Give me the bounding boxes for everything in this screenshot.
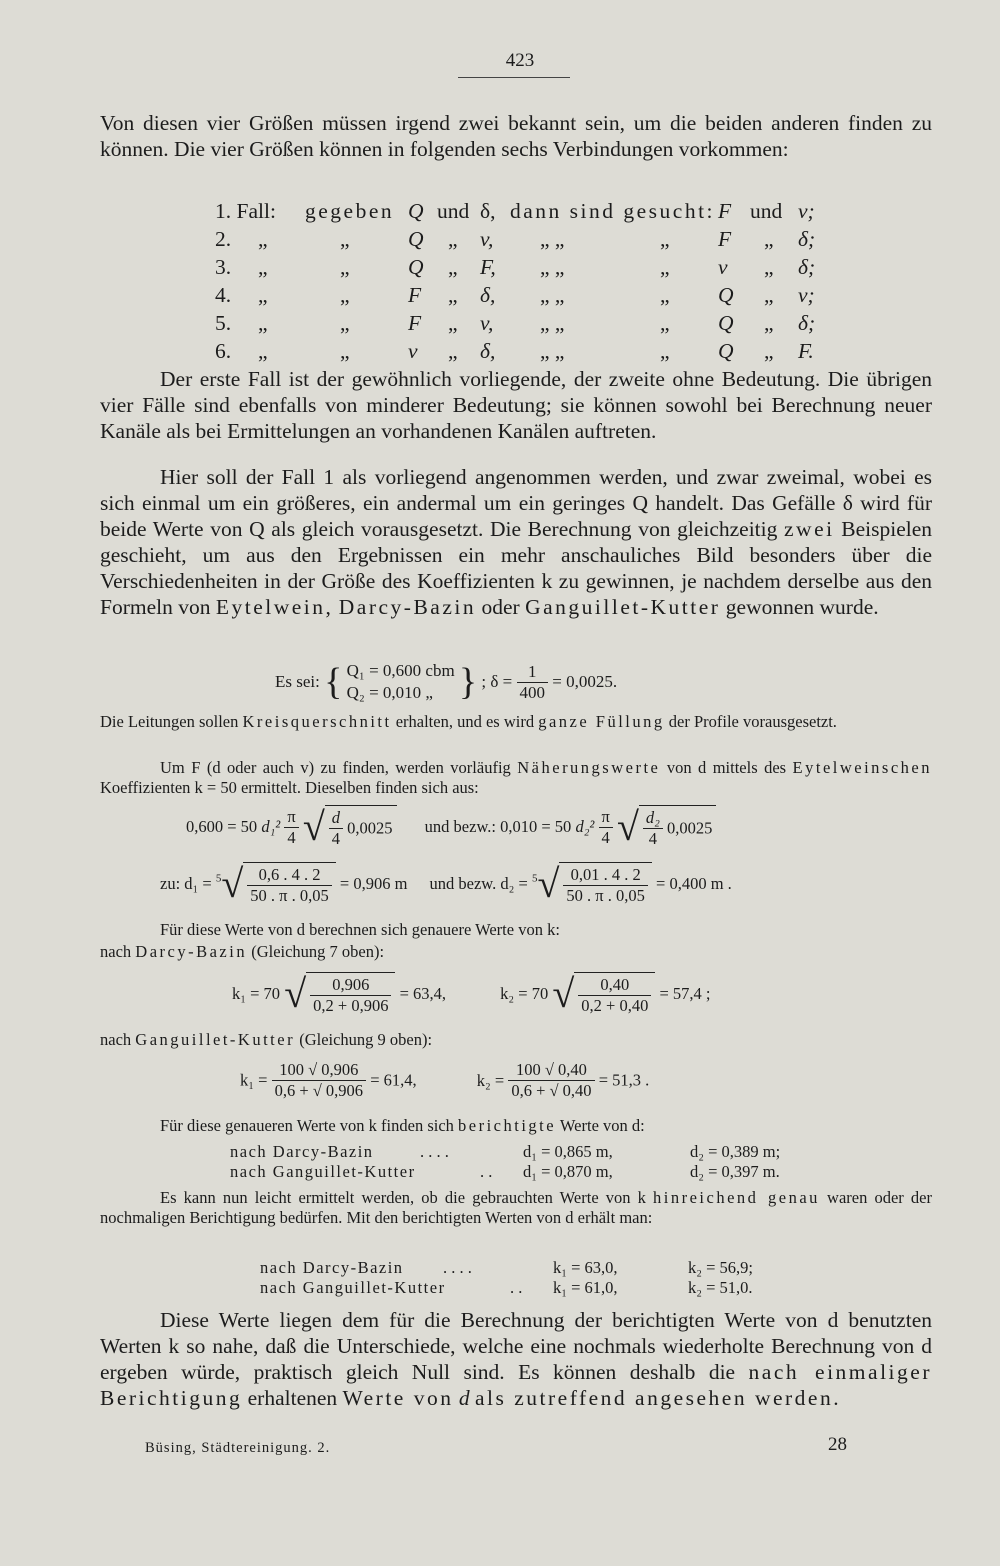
small-paragraph-7: Es kann nun leicht ermittelt werden, ob die gebrauchten Werte von k hinreichend genau waren oder der nochmaligen Berichtigung bedürfen. Mit den berichtigten Werten von d erhält man:	[100, 1188, 932, 1227]
small-paragraph-4: nach Darcy-Bazin (Gleichung 7 oben):	[100, 942, 385, 961]
signature-number: 28	[828, 1434, 847, 1455]
document-page: 423 Von diesen vier Größen müssen irgend zwei bekannt sein, um die beiden anderen finden zu können. Die vier Größen können in folgenden sechs Verbindungen vorkommen: 1. Fall: gegeben Q und δ, dann sind gesucht: F und v; 2. „ „ Q „ v, „ „ „ F „ δ; 3. „ „ Q „ F, „ „ „ v „ δ; 4. „ „ F „ δ, „ „ „ Q „ v; 5. „ „ F „ v, „ „ „ Q „ δ; 6. „ „ v „ δ, „ „ „ Q „ F. Der erste Fall ist der gewöhnlich vorliegende, der zweite ohne Bedeutung. Die übrigen vier Fälle sind ebenfalls von minderer Bedeutung; sie können sowohl bei Berechnung neuer Kanäle als bei Ermittelungen an vorhandenen Kanälen auftreten. Hier soll der Fall 1 als vorliegend angenommen werden, und zwar zweimal, wobei es sich einmal um ein größeres, ein andermal um ein geringes Q handelt. Das Gefälle δ wird für beide Werte von Q als gleich vorausgesetzt. Die Berechnung von gleichzeitig zwei Beispielen geschieht, um aus den Ergebnissen ein mehr anschauliches Bild besonders über die Verschiedenheiten in der Größe des Koeffizienten k zu gewinnen, je nachdem derselbe aus den Formeln von Eytelwein, Darcy-Bazin oder Ganguillet-Kutter gewonnen wurde. Es sei: { Q₁ = 0,600 cbm Q₂ = 0,010 „ } ; δ = $\frac{1}{400}$ = 0,0025. Die Leitungen sollen Kreisquerschnitt erhalten, und es wird ganze Füllung der Profile vorausgesetzt. Um F (d oder auch v) zu finden, werden vorläufig Näherungswerte von d mittels des Eytelweinschen Koeffizienten k = 50 ermittelt. Dieselben finden sich aus: 0,600 = 50 d₁² $\frac{\pi}{4}$ √ $\frac{d}{4}$ 0,0025 und bezw.: 0,010 = 50 d₂² $\frac{\pi}{4}$ √ $\frac{\text{d₂}}{4}$ 0,0025 zu: d₁ = $^5$√ $\frac{0,6 . 4 . 2}{50 . \pi . 0,05}$ = 0,906 m und bezw. d₂ = $^5$√ $\frac{0,01 . 4 . 2}{50 . \pi . 0,05}$ = 0,400 m . Für diese Werte von d berechnen sich genauere Werte von k: nach Darcy-Bazin (Gleichung 7 oben): k₁ = 70 √ $\frac{0,906}{0,2 + 0,906}$ = 63,4, k₂ = 70 √ $\frac{0,40}{0,2 + 0,40}$ = 57,4 ; nach Ganguillet-Kutter (Gleichung 9 oben): k₁ = $\frac{100 √ 0,906}{0,6 + √ 0,906}$ = 61,4, k₂ = $\frac{100 √ 0,40}{0,6 + √ 0,40}$ = 51,3 . Für diese genaueren Werte von k finden sich berichtigte Werte von d: nach Darcy-Bazin . . . . d₁ = 0,865 m, d₂ = 0,389 m; nach Ganguillet-Kutter . . d₁ = 0,870 m, d₂ = 0,397 m. Es kann nun leicht ermittelt werden, ob die gebrauchten Werte von k hinreichend genau waren oder der nochmaligen Berichtigung bedürfen. Mit den berichtigten Werten von d erhält man: nach Darcy-Bazin . . . . k₁ = 63,0, k₂ = 56,9; nach Ganguillet-Kutter . . k₁ = 61,0, k₂ = 51,0. Diese Werte liegen dem für die Berechnung der berichtigten Werte von d benutzten Werten k so nahe, daß die Unterschiede, welche eine nochmals wiederholte Berechnung von d ergeben würde, praktisch gleich Null sind. Es können deshalb die nach einmaliger Berichtigung erhaltenen Werte von d als zutreffend angesehen werden. Büsing, Städtereinigung. 2. 28	[0, 0, 1000, 1566]
page-number: 423	[505, 50, 535, 71]
small-paragraph-5: nach Ganguillet-Kutter (Gleichung 9 oben):	[100, 1030, 433, 1049]
paragraph-3: Diese Werte liegen dem für die Berechnung der berichtigten Werte von d benutzten Werten k so nahe, daß die Unterschiede, welche eine nochmals wiederholte Berechnung von d ergeben würde, praktisch gleich Null sind. Es können deshalb die nach einmaliger Berichtigung erhaltenen Werte von d als zutreffend angesehen werden.	[100, 1308, 932, 1410]
paragraph-1: Der erste Fall ist der gewöhnlich vorliegende, der zweite ohne Bedeutung. Die übrigen vier Fälle sind ebenfalls von minderer Bedeutung; sie können sowohl bei Berechnung neuer Kanäle als bei Ermittelungen an vorhandenen Kanälen auftreten.	[100, 367, 932, 443]
equation-2: zu: d₁ = $^5$√ $\frac{0,6 . 4 . 2}{50 . \pi . 0,05}$ = 0,906 m und bezw. d₂ = $^5$√ $\frac{0,01 . 4 . 2}{50 . \pi . 0,05}$ = 0,400 m .	[160, 861, 732, 906]
small-paragraph-2: Um F (d oder auch v) zu finden, werden vorläufig Näherungswerte von d mittels des Eytelweinschen Koeffizienten k = 50 ermittelt. Dieselben finden sich aus:	[100, 758, 932, 797]
intro-paragraph: Von diesen vier Größen müssen irgend zwei bekannt sein, um die beiden anderen finden zu können. Die vier Größen können in folgenden sechs Verbindungen vorkommen:	[100, 111, 932, 161]
equation-3: k₁ = 70 √ $\frac{0,906}{0,2 + 0,906}$ = 63,4, k₂ = 70 √ $\frac{0,40}{0,2 + 0,40}$ = 57,4 ;	[232, 971, 711, 1016]
equation-4: k₁ = $\frac{100 √ 0,906}{0,6 + √ 0,906}$ = 61,4, k₂ = $\frac{100 √ 0,40}{0,6 + √ 0,40}$ = 51,3 .	[240, 1060, 650, 1100]
header-rule	[458, 77, 570, 78]
paragraph-2: Hier soll der Fall 1 als vorliegend angenommen werden, und zwar zweimal, wobei es sich einmal um ein größeres, ein andermal um ein geringes Q handelt. Das Gefälle δ wird für beide Werte von Q als gleich vorausgesetzt. Die Berechnung von gleichzeitig zwei Beispielen geschieht, um aus den Ergebnissen ein mehr anschauliches Bild besonders über die Verschiedenheiten in der Größe des Koeffizienten k zu gewinnen, je nachdem derselbe aus den Formeln von Eytelwein, Darcy-Bazin oder Ganguillet-Kutter gewonnen wurde.	[100, 465, 933, 619]
footer-source: Büsing, Städtereinigung. 2.	[145, 1440, 331, 1456]
small-paragraph-3: Für diese Werte von d berechnen sich genauere Werte von k:	[160, 920, 560, 939]
small-paragraph-1: Die Leitungen sollen Kreisquerschnitt erhalten, und es wird ganze Füllung der Profile vorausgesetzt.	[100, 712, 837, 731]
small-paragraph-6: Für diese genaueren Werte von k finden sich berichtigte Werte von d:	[160, 1116, 645, 1135]
equation-1: 0,600 = 50 d₁² $\frac{\pi}{4}$ √ $\frac{d}{4}$ 0,0025 und bezw.: 0,010 = 50 d₂² $\frac{\pi}{4}$ √ $\frac{\text{d₂}}{4}$ 0,0025	[186, 805, 716, 849]
given-values-equation: Es sei: { Q₁ = 0,600 cbm Q₂ = 0,010 „ } ; δ = $\frac{1}{400}$ = 0,0025.	[275, 661, 618, 703]
